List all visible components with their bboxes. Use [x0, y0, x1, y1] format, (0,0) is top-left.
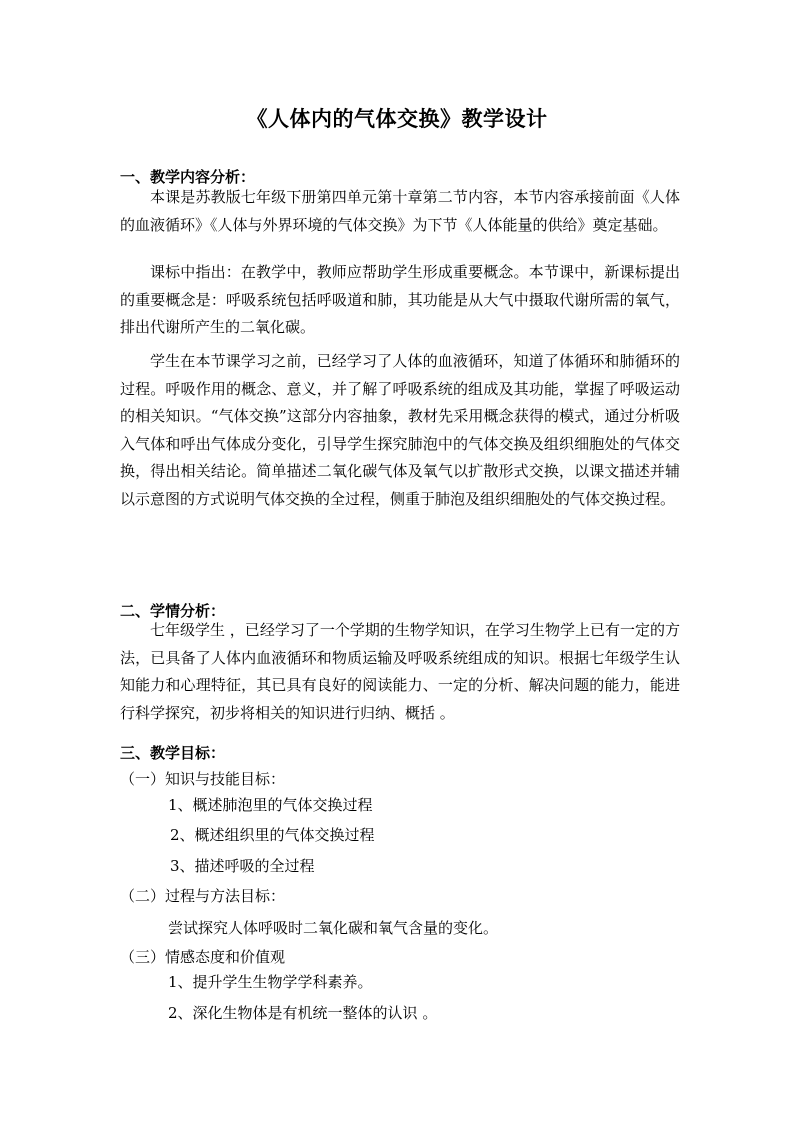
objective-item: 1、概述肺泡里的气体交换过程 [168, 796, 373, 814]
paragraph-curriculum-standard: 课标中指出：在教学中，教师应帮助学生形成重要概念。本节课中，新课标提出的重要概念是：呼吸系统包括呼吸道和肺，其功能是从大气中摄取代谢所需的氧气，排出代谢所产生的二氧化碳。 [120, 263, 680, 337]
section-heading-teaching-objectives: 三、教学目标： [120, 744, 226, 762]
subheading-knowledge-skills: （一）知识与技能目标： [120, 770, 286, 788]
objective-item: 3、描述呼吸的全过程 [170, 857, 315, 875]
section-heading-student-analysis: 二、学情分析： [120, 602, 226, 620]
paragraph-prior-knowledge: 学生在本节课学习之前，已经学习了人体的血液循环，知道了体循环和肺循环的过程。呼吸作用的概念、意义，并了解了呼吸系统的组成及其功能，掌握了呼吸运动的相关知识。“气体交换”这部分内容抽象，教材先采用概念获得的模式，通过分析吸入气体和呼出气体成分变化，引导学生探究肺泡中的气体交换及组织细胞处的气体交换，得出相关结论。简单描述二氧化碳气体及氧气以扩散形式交换，以课文描述并辅以示意图的方式说明气体交换的全过程，侧重于肺泡及组织细胞处的气体交换过程。 [120, 352, 680, 508]
subheading-attitudes-values: （三）情感态度和价值观 [120, 948, 286, 966]
paragraph-course-intro: 本课是苏教版七年级下册第四单元第十章第二节内容，本节内容承接前面《人体的血液循环》《人体与外界环境的气体交换》为下节《人体能量的供给》奠定基础。 [120, 188, 680, 234]
subheading-process-methods: （二）过程与方法目标： [120, 887, 286, 905]
section-heading-content-analysis: 一、教学内容分析： [120, 168, 256, 186]
objective-item: 1、提升学生生物学学科素养。 [168, 973, 373, 991]
objective-item: 尝试探究人体呼吸时二氧化碳和氧气含量的变化。 [168, 919, 499, 937]
objective-item: 2、深化生物体是有机统一整体的认识 。 [168, 1004, 438, 1022]
paragraph-student-analysis: 七年级学生 ，已经学习了一个学期的生物学知识，在学习生物学上已有一定的方法，已具备了人体内血液循环和物质运输及呼吸系统组成的知识。根据七年级学生认知能力和心理特征，其已具有良好的阅读能力、一定的分析、解决问题的能力，能进行科学探究，初步将相关的知识进行归纳、概括 。 [120, 621, 680, 722]
document-title: 《人体内的气体交换》教学设计 [246, 106, 548, 131]
objective-item: 2、概述组织里的气体交换过程 [170, 826, 375, 844]
